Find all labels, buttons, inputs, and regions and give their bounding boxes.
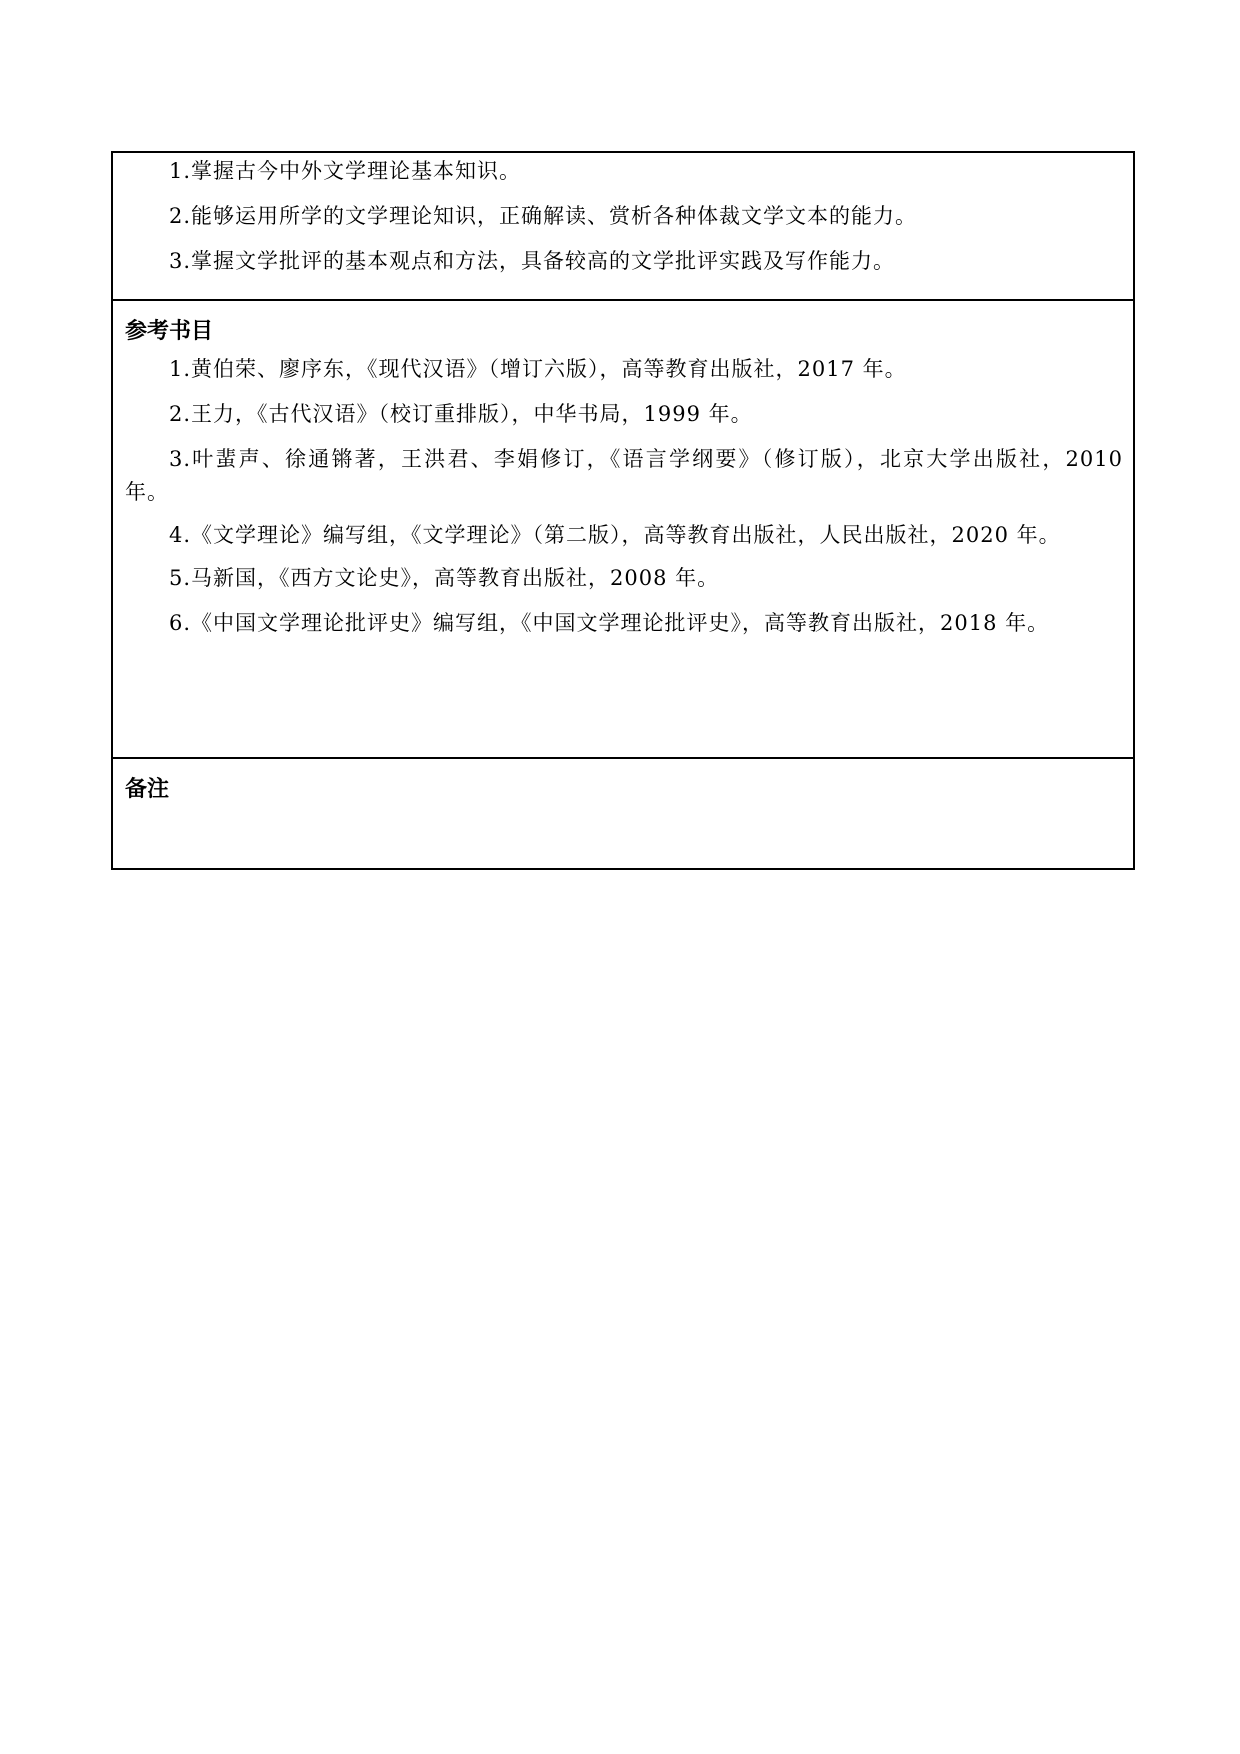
syllabus-table xyxy=(111,151,1135,870)
reference-item-1: 1.黄伯荣、廖序东，《现代汉语》（增订六版），高等教育出版社，2017 年。 xyxy=(169,357,907,381)
reference-item-5: 5.马新国，《西方文论史》，高等教育出版社，2008 年。 xyxy=(169,566,720,590)
reference-item-2: 2.王力，《古代汉语》（校订重排版），中华书局，1999 年。 xyxy=(169,402,753,426)
requirement-item-1: 1.掌握古今中外文学理论基本知识。 xyxy=(169,159,522,183)
reference-item-6: 6.《中国文学理论批评史》编写组，《中国文学理论批评史》，高等教育出版社，2018 年。 xyxy=(169,611,1050,635)
remarks-section xyxy=(113,759,1133,868)
requirement-item-2: 2.能够运用所学的文学理论知识，正确解读、赏析各种体裁文学文本的能力。 xyxy=(169,204,918,228)
references-heading: 参考书目 xyxy=(125,319,214,344)
remarks-heading: 备注 xyxy=(125,777,170,802)
reference-item-3: 3.叶蜚声、徐通锵著，王洪君、李娟修订，《语言学纲要》（修订版），北京大学出版社，2010 年。 xyxy=(125,447,1123,504)
requirements-section xyxy=(113,153,1133,301)
requirement-item-3: 3.掌握文学批评的基本观点和方法，具备较高的文学批评实践及写作能力。 xyxy=(169,249,896,273)
reference-item-4: 4.《文学理论》编写组，《文学理论》（第二版），高等教育出版社，人民出版社，2020 年。 xyxy=(169,523,1061,547)
references-section xyxy=(113,301,1133,759)
